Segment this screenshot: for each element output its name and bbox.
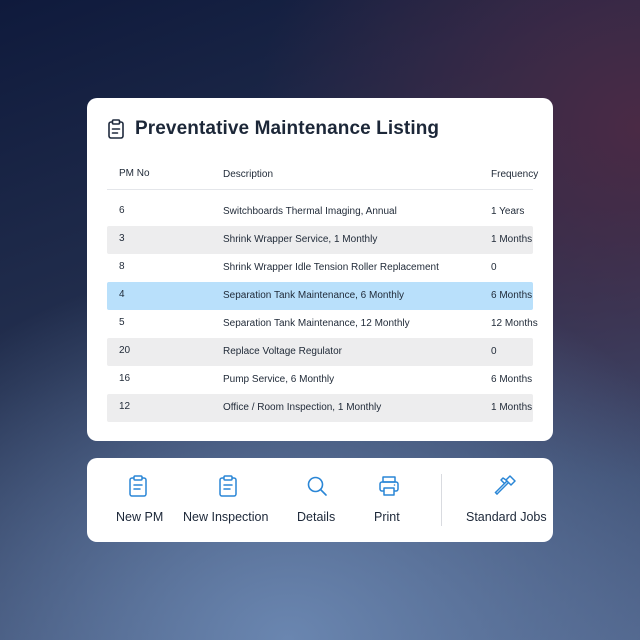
cell-frequency: 1 Years bbox=[491, 206, 525, 217]
print-button[interactable] bbox=[357, 458, 421, 542]
table-row[interactable] bbox=[107, 198, 533, 226]
table-row[interactable] bbox=[107, 310, 538, 338]
clipboard-icon bbox=[126, 474, 150, 498]
table-row-selected[interactable] bbox=[107, 282, 533, 310]
search-icon bbox=[305, 474, 329, 498]
pm-table bbox=[107, 158, 539, 428]
cell-pm-no: 6 bbox=[119, 205, 125, 216]
standard-jobs-label: Standard Jobs bbox=[466, 510, 547, 524]
new-inspection-button[interactable] bbox=[179, 458, 279, 542]
table-row[interactable] bbox=[107, 254, 533, 282]
pm-listing-card bbox=[87, 98, 553, 441]
column-header-frequency[interactable]: Frequency bbox=[491, 169, 539, 180]
table-row[interactable] bbox=[107, 338, 533, 366]
cell-description: Shrink Wrapper Idle Tension Roller Replacement bbox=[223, 262, 439, 273]
hammer-icon bbox=[493, 474, 517, 498]
cell-pm-no: 12 bbox=[119, 401, 131, 412]
action-toolbar bbox=[87, 458, 553, 542]
cell-description: Switchboards Thermal Imaging, Annual bbox=[223, 206, 397, 217]
cell-description: Separation Tank Maintenance, 12 Monthly bbox=[223, 318, 410, 329]
table-body bbox=[107, 198, 538, 422]
cell-description: Separation Tank Maintenance, 6 Monthly bbox=[223, 290, 405, 301]
table-row[interactable] bbox=[107, 226, 533, 254]
cell-description: Office / Room Inspection, 1 Monthly bbox=[223, 402, 382, 413]
standard-jobs-button[interactable] bbox=[457, 458, 553, 542]
clipboard-icon bbox=[107, 119, 125, 139]
cell-description: Shrink Wrapper Service, 1 Monthly bbox=[223, 234, 378, 245]
cell-frequency: 0 bbox=[491, 262, 497, 273]
cell-frequency: 1 Months bbox=[491, 234, 533, 245]
card-header bbox=[107, 118, 439, 140]
table-row[interactable] bbox=[107, 394, 533, 422]
cell-description: Replace Voltage Regulator bbox=[223, 346, 342, 357]
table-row[interactable] bbox=[107, 366, 533, 394]
table-header bbox=[107, 158, 539, 190]
cell-pm-no: 3 bbox=[119, 233, 125, 244]
cell-pm-no: 16 bbox=[119, 373, 131, 384]
cell-pm-no: 20 bbox=[119, 345, 131, 356]
column-header-description[interactable]: Description bbox=[223, 169, 274, 180]
cell-description: Pump Service, 6 Monthly bbox=[223, 374, 335, 385]
cell-frequency: 0 bbox=[491, 346, 497, 357]
cell-pm-no: 4 bbox=[119, 289, 125, 300]
clipboard-icon bbox=[216, 474, 240, 498]
column-header-pm-no[interactable]: PM No bbox=[119, 168, 150, 179]
new-pm-label: New PM bbox=[116, 510, 164, 524]
details-button[interactable] bbox=[289, 458, 345, 542]
cell-pm-no: 5 bbox=[119, 317, 125, 328]
cell-frequency: 6 Months bbox=[491, 374, 533, 385]
toolbar-divider bbox=[441, 474, 442, 526]
cell-frequency: 1 Months bbox=[491, 402, 533, 413]
cell-frequency: 6 Months bbox=[491, 290, 533, 301]
printer-icon bbox=[377, 474, 401, 498]
new-pm-button[interactable] bbox=[107, 458, 169, 542]
cell-frequency: 12 Months bbox=[491, 318, 538, 329]
new-inspection-label: New Inspection bbox=[183, 510, 269, 524]
cell-pm-no: 8 bbox=[119, 261, 125, 272]
details-label: Details bbox=[297, 510, 336, 524]
print-label: Print bbox=[374, 510, 400, 524]
page-title: Preventative Maintenance Listing bbox=[135, 118, 440, 139]
